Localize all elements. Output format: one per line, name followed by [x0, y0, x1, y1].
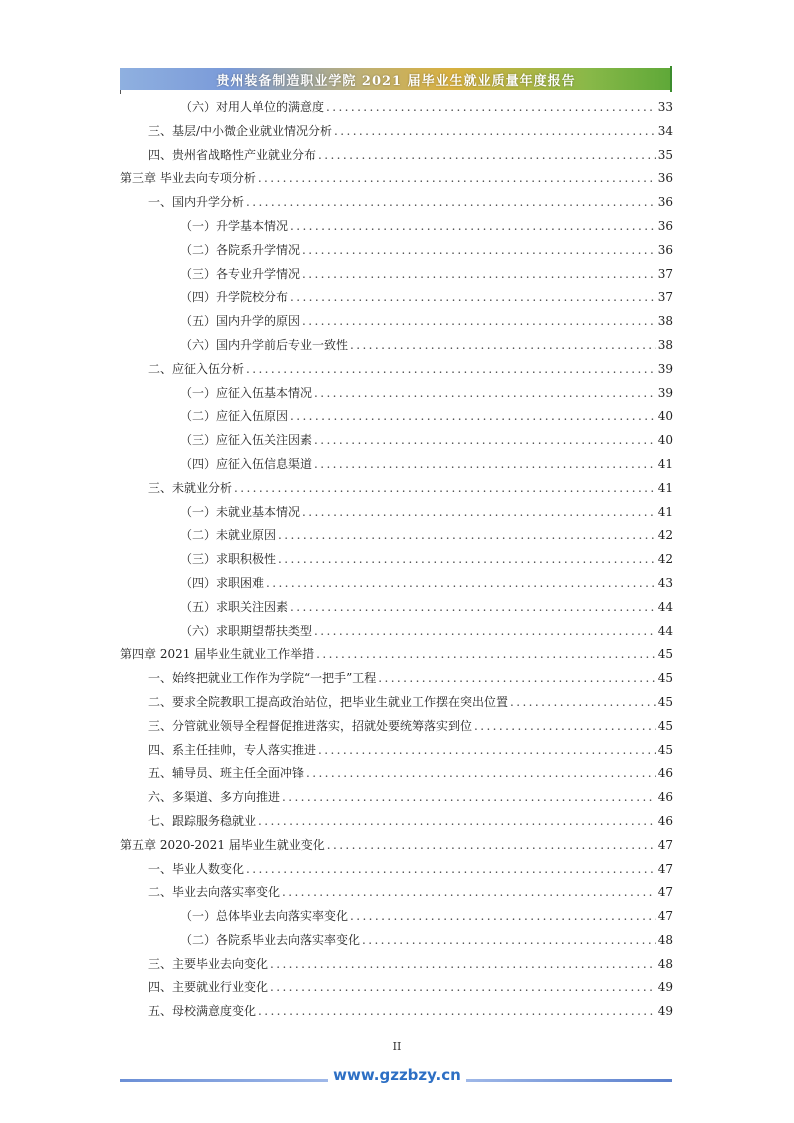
toc-dot-leader: [350, 909, 656, 923]
toc-entry-title: （五）国内升学的原因: [180, 314, 301, 329]
toc-entry-title: （三）应征入伍关注因素: [180, 433, 313, 448]
toc-entry-title: 二、要求全院教职工提高政治站位，把毕业生就业工作摆在突出位置: [148, 694, 509, 709]
toc-entry-page: 47: [657, 885, 673, 900]
toc-entry[interactable]: [120, 931, 673, 955]
toc-entry-page: 47: [657, 837, 673, 852]
toc-entry-page: 35: [657, 147, 673, 162]
toc-dot-leader: [302, 243, 656, 257]
toc-entry[interactable]: [120, 550, 673, 574]
toc-entry-page: 36: [657, 218, 673, 233]
toc-entry-page: 34: [657, 123, 673, 138]
toc-entry-page: 40: [657, 433, 673, 448]
header-banner: [120, 68, 672, 90]
toc-entry-title: 第四章 2021 届毕业生就业工作举措: [120, 647, 315, 662]
toc-dot-leader: [302, 505, 656, 519]
toc-entry-page: 46: [657, 790, 673, 805]
toc-entry[interactable]: [120, 574, 673, 598]
toc-entry-page: 44: [657, 623, 673, 638]
toc-entry-title: （二）各院系升学情况: [180, 242, 301, 257]
toc-dot-leader: [266, 576, 656, 590]
toc-entry-title: （一）升学基本情况: [180, 218, 289, 233]
toc-entry[interactable]: [120, 788, 673, 812]
toc-entry-page: 45: [657, 742, 673, 757]
toc-entry-title: （五）求职关注因素: [180, 599, 289, 614]
toc-entry-title: 二、应征入伍分析: [148, 361, 245, 376]
toc-entry-title: 一、国内升学分析: [148, 195, 245, 210]
toc-entry-page: 48: [657, 932, 673, 947]
footer-rule-right: [466, 1079, 672, 1082]
toc-dot-leader: [290, 290, 656, 304]
toc-entry[interactable]: [120, 598, 673, 622]
toc-entry-title: 三、未就业分析: [148, 480, 233, 495]
header-rule-right: [670, 66, 672, 92]
toc-entry-page: 41: [657, 504, 673, 519]
toc-entry-title: 四、贵州省战略性产业就业分布: [148, 147, 317, 162]
toc-entry-page: 45: [657, 694, 673, 709]
toc-entry-title: （四）升学院校分布: [180, 290, 289, 305]
toc-entry-page: 43: [657, 575, 673, 590]
toc-dot-leader: [290, 409, 656, 423]
toc-entry-page: 41: [657, 456, 673, 471]
toc-entry-title: （二）应征入伍原因: [180, 409, 289, 424]
toc-entry-page: 38: [657, 337, 673, 352]
toc-entry[interactable]: [120, 169, 673, 193]
toc-dot-leader: [282, 885, 656, 899]
toc-entry[interactable]: [120, 431, 673, 455]
toc-entry[interactable]: [120, 1002, 673, 1026]
page-number: II: [392, 1040, 402, 1053]
toc-dot-leader: [258, 1004, 656, 1018]
footer-rule-left: [120, 1079, 328, 1082]
toc-entry[interactable]: [120, 407, 673, 431]
toc-entry[interactable]: [120, 146, 673, 170]
toc-entry-title: （一）应征入伍基本情况: [180, 385, 313, 400]
toc-dot-leader: [306, 766, 656, 780]
toc-entry-page: 38: [657, 314, 673, 329]
toc-entry[interactable]: [120, 907, 673, 931]
toc-entry[interactable]: [120, 384, 673, 408]
toc-entry-title: （二）未就业原因: [180, 528, 277, 543]
toc-entry-page: 36: [657, 195, 673, 210]
toc-dot-leader: [302, 267, 656, 281]
toc-entry[interactable]: [120, 122, 673, 146]
toc-entry-page: 48: [657, 956, 673, 971]
toc-entry[interactable]: [120, 336, 673, 360]
toc-entry[interactable]: [120, 360, 673, 384]
toc-entry-title: （六）国内升学前后专业一致性: [180, 337, 349, 352]
toc-dot-leader: [314, 433, 656, 447]
toc-entry[interactable]: [120, 98, 673, 122]
toc-entry[interactable]: [120, 883, 673, 907]
toc-entry-page: 46: [657, 813, 673, 828]
toc-dot-leader: [290, 219, 656, 233]
toc-entry-title: 四、系主任挂帅，专人落实推进: [148, 742, 317, 757]
toc-entry-title: （一）总体毕业去向落实率变化: [180, 909, 349, 924]
toc-entry[interactable]: [120, 526, 673, 550]
toc-entry-title: （六）对用人单位的满意度: [180, 100, 325, 114]
toc-dot-leader: [350, 338, 656, 352]
toc-entry-title: 五、母校满意度变化: [148, 1004, 257, 1019]
toc-entry[interactable]: [120, 860, 673, 884]
toc-dot-leader: [246, 862, 656, 876]
toc-entry-page: 45: [657, 718, 673, 733]
toc-dot-leader: [246, 195, 656, 209]
toc-dot-leader: [278, 552, 656, 566]
toc-entry-page: 46: [657, 766, 673, 781]
toc-entry-title: 三、主要毕业去向变化: [148, 956, 269, 971]
toc-entry-title: （二）各院系毕业去向落实率变化: [180, 932, 361, 947]
toc-entry-page: 40: [657, 409, 673, 424]
toc-entry-page: 36: [657, 171, 673, 186]
toc-dot-leader: [270, 957, 656, 971]
toc-dot-leader: [318, 743, 656, 757]
toc-entry[interactable]: [120, 741, 673, 765]
toc-entry[interactable]: [120, 836, 673, 860]
toc-dot-leader: [510, 695, 656, 709]
toc-entry-page: 45: [657, 671, 673, 686]
toc-dot-leader: [362, 933, 656, 947]
toc-entry-title: （一）未就业基本情况: [180, 504, 301, 519]
toc-dot-leader: [378, 671, 655, 685]
toc-entry-page: 37: [657, 290, 673, 305]
toc-entry[interactable]: [120, 193, 673, 217]
toc-dot-leader: [278, 528, 656, 542]
toc-entry-title: 五、辅导员、班主任全面冲锋: [148, 766, 305, 781]
toc-entry[interactable]: [120, 312, 673, 336]
toc-entry-page: 33: [657, 100, 673, 114]
toc-entry-title: 第五章 2020-2021 届毕业生就业变化: [120, 837, 325, 852]
toc-dot-leader: [314, 624, 656, 638]
toc-entry[interactable]: [120, 812, 673, 836]
toc-dot-leader: [318, 148, 656, 162]
toc-dot-leader: [282, 790, 656, 804]
toc-entry[interactable]: [120, 622, 673, 646]
toc-entry-page: 45: [657, 647, 673, 662]
toc-entry-page: 49: [657, 980, 673, 995]
toc-dot-leader: [246, 362, 656, 376]
toc-entry-title: （三）各专业升学情况: [180, 266, 301, 281]
toc-dot-leader: [326, 100, 656, 114]
toc-entry-title: 三、分管就业领导全程督促推进落实，招就处要统筹落实到位: [148, 718, 473, 733]
toc-entry[interactable]: [120, 764, 673, 788]
toc-entry[interactable]: [120, 693, 673, 717]
toc-entry[interactable]: [120, 978, 673, 1002]
toc-dot-leader: [258, 171, 656, 185]
toc-entry-title: （三）求职积极性: [180, 552, 277, 567]
toc-entry[interactable]: [120, 479, 673, 503]
toc-entry-page: 42: [657, 528, 673, 543]
footer-site-logo[interactable]: www.gzzbzy.cn: [333, 1066, 461, 1084]
toc-entry-title: 三、基层/中小微企业就业情况分析: [148, 123, 333, 138]
toc-entry-title: 四、主要就业行业变化: [148, 980, 269, 995]
toc-entry-page: 37: [657, 266, 673, 281]
toc-entry-page: 39: [657, 385, 673, 400]
toc-entry[interactable]: [120, 217, 673, 241]
toc-entry-title: （四）应征入伍信息渠道: [180, 456, 313, 471]
toc-entry[interactable]: [120, 955, 673, 979]
toc-entry-title: 一、始终把就业工作作为学院“一把手”工程: [148, 671, 377, 686]
toc-entry-page: 39: [657, 361, 673, 376]
toc-entry[interactable]: [120, 503, 673, 527]
toc-entry-page: 44: [657, 599, 673, 614]
toc-entry-title: 七、跟踪服务稳就业: [148, 813, 257, 828]
table-of-contents: [120, 98, 673, 1026]
toc-entry-title: 六、多渠道、多方向推进: [148, 790, 281, 805]
toc-dot-leader: [314, 386, 656, 400]
toc-dot-leader: [334, 124, 656, 138]
toc-dot-leader: [314, 457, 656, 471]
toc-dot-leader: [327, 838, 656, 852]
toc-entry-page: 36: [657, 242, 673, 257]
toc-entry[interactable]: [120, 288, 673, 312]
toc-entry[interactable]: [120, 669, 673, 693]
toc-entry[interactable]: [120, 455, 673, 479]
toc-entry-page: 42: [657, 552, 673, 567]
toc-dot-leader: [302, 314, 656, 328]
toc-entry-page: 47: [657, 909, 673, 924]
toc-entry[interactable]: [120, 241, 673, 265]
toc-dot-leader: [290, 600, 656, 614]
toc-entry-page: 49: [657, 1004, 673, 1019]
toc-dot-leader: [258, 814, 656, 828]
toc-entry-page: 47: [657, 861, 673, 876]
toc-entry-title: （六）求职期望帮扶类型: [180, 623, 313, 638]
toc-entry-page: 41: [657, 480, 673, 495]
toc-dot-leader: [474, 719, 656, 733]
toc-entry-title: 二、毕业去向落实率变化: [148, 885, 281, 900]
toc-entry[interactable]: [120, 265, 673, 289]
toc-entry-title: （四）求职困难: [180, 575, 265, 590]
toc-entry[interactable]: [120, 645, 673, 669]
toc-dot-leader: [270, 980, 656, 994]
toc-dot-leader: [234, 481, 656, 495]
header-title: 贵州装备制造职业学院 2021 届毕业生就业质量年度报告: [216, 73, 576, 89]
toc-entry-title: 第三章 毕业去向专项分析: [120, 171, 256, 186]
toc-entry[interactable]: [120, 717, 673, 741]
toc-dot-leader: [316, 647, 656, 661]
toc-entry-title: 一、毕业人数变化: [148, 861, 245, 876]
